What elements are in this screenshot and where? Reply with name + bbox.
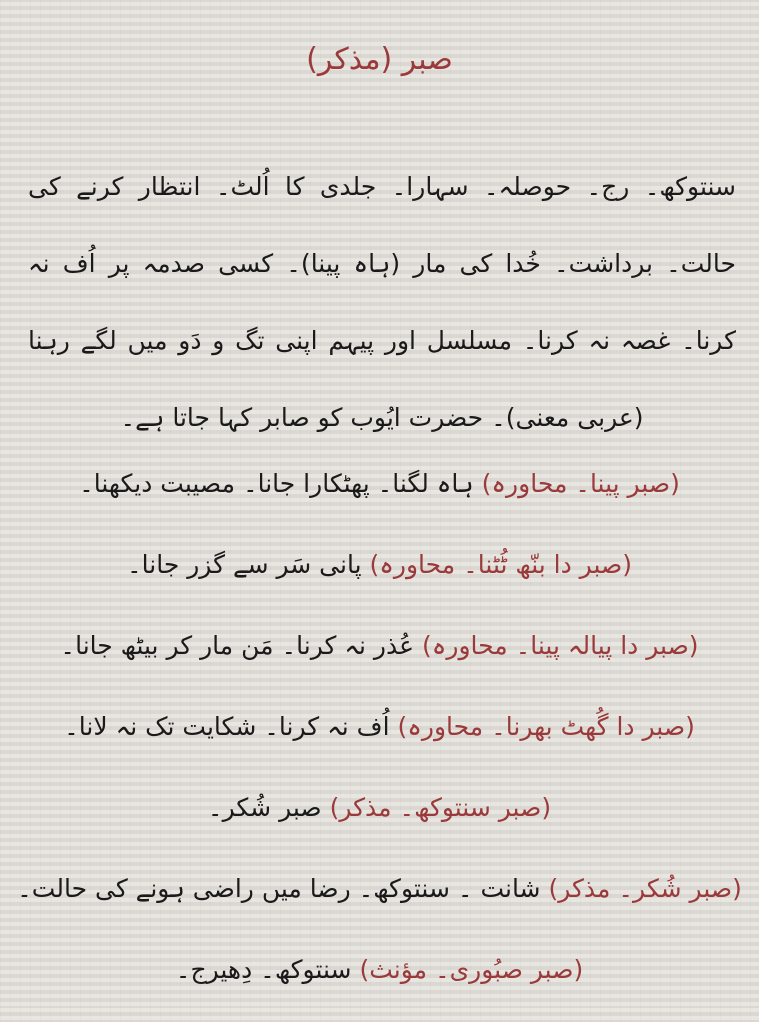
idiom-definition: صبر شُکر۔	[207, 793, 322, 822]
idiom-term: (صبر دا گُھٹ بھرنا۔ محاورہ)	[397, 712, 695, 741]
idiom-entry	[10, 779, 749, 860]
definition-paragraph: سنتوکھ۔ رج۔ حوصلہ۔ سہارا۔ جلدی کا اُلٹ۔ انتظار کرنے کی حالت۔ برداشت۔ خُدا کی مار (ہاہ پینا)۔ کسی صدمہ پر اُف نہ کرنا۔ غصہ نہ کرنا۔ مسلسل اور پیہم اپنی تگ و دَو میں لگے رہنا (عربی معنی)۔ حضرت ایُوب کو صابر کہا جاتا ہے۔	[28, 172, 736, 432]
idiom-entry	[10, 941, 749, 1022]
idiom-entry	[10, 536, 749, 617]
idiom-entry	[10, 860, 749, 941]
entry-headword: صبر (مذکر)	[306, 42, 453, 77]
idiom-term: (صبر صبُوری۔ مؤنث)	[359, 955, 584, 984]
idiom-definition: اُف نہ کرنا۔ شکایت تک نہ لانا۔	[64, 712, 390, 741]
idiom-definition: پانی سَر سے گزر جانا۔	[126, 550, 362, 579]
idiom-term: (صبر پینا۔ محاورہ)	[481, 469, 680, 498]
idiom-entry	[10, 698, 749, 779]
idiom-term: (صبر دا بنّھ ٹُٹنا۔ محاورہ)	[369, 550, 632, 579]
idiom-term: (صبر سنتوکھ۔ مذکر)	[329, 793, 552, 822]
idiom-term: (صبر دا پیالہ پینا۔ محاورہ)	[421, 631, 699, 660]
idiom-definition: عُذر نہ کرنا۔ مَن مار کر بیٹھ جانا۔	[60, 631, 415, 660]
idiom-definition: سنتوکھ۔ دِھیرج۔	[175, 955, 352, 984]
idiom-definition: شانت ۔ سنتوکھ۔ رضا میں راضی ہونے کی حالت۔	[17, 874, 541, 903]
idiom-entry	[10, 455, 749, 536]
idiom-entry	[10, 617, 749, 698]
idiom-definition: ہاہ لگنا۔ پھٹکارا جانا۔ مصیبت دیکھنا۔	[79, 469, 474, 498]
idiom-list	[10, 455, 749, 1022]
idiom-term: (صبر شُکر۔ مذکر)	[548, 874, 742, 903]
